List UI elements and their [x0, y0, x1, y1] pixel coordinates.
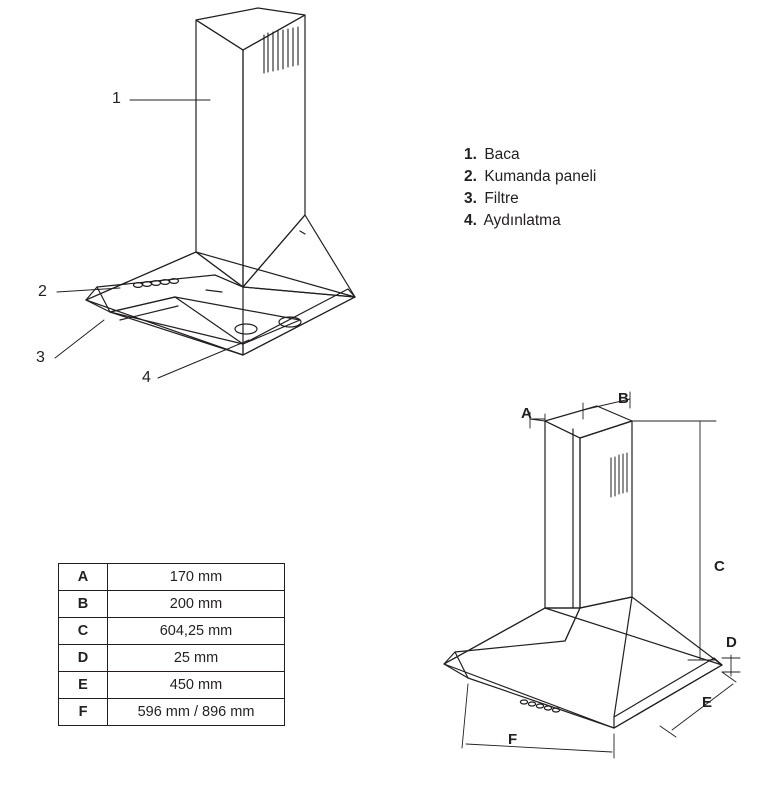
table-row	[59, 591, 285, 618]
table-row	[59, 564, 285, 591]
chimney-right-face	[243, 15, 305, 287]
dimension-label-d: D	[726, 634, 737, 651]
dim-chimney-left-face	[545, 421, 580, 608]
leader-3	[55, 320, 104, 358]
dim-canopy-right-top-edge	[580, 597, 722, 665]
legend-number-2: 2.	[464, 168, 477, 185]
chimney-top-face	[196, 8, 305, 50]
legend-label-3: Filtre	[484, 190, 519, 207]
table-cell-key: E	[59, 672, 108, 699]
chimney-vent-slots	[264, 27, 298, 73]
legend-item-2	[464, 166, 596, 188]
legend-label-2: Kumanda paneli	[484, 168, 597, 185]
legend-number-1: 1.	[464, 146, 477, 163]
filter-panel-right	[110, 297, 300, 344]
dim-canopy-lower-left	[455, 652, 614, 728]
table-cell-key: F	[59, 699, 108, 726]
canopy-left-slope	[86, 275, 243, 300]
filter-divider	[110, 297, 175, 312]
legend-item-3	[464, 188, 596, 210]
dimensions-table	[58, 563, 285, 726]
leader-2	[57, 288, 120, 292]
table-cell-value: 25 mm	[108, 645, 285, 672]
dim-canopy-left-top-edge	[444, 608, 545, 664]
legend-item-4	[464, 210, 596, 232]
chimney-left-face	[196, 20, 243, 287]
table-cell-key: D	[59, 645, 108, 672]
canopy-bottom-outline	[86, 252, 355, 355]
dim-canopy-base	[444, 608, 722, 728]
dim-canopy-left-slope	[444, 608, 580, 664]
dimension-label-e: E	[702, 694, 713, 711]
legend-number-4: 4.	[464, 212, 477, 229]
parts-legend	[464, 144, 596, 232]
dim-chimney-top	[545, 406, 632, 438]
table-cell-value: 200 mm	[108, 591, 285, 618]
table-cell-value: 604,25 mm	[108, 618, 285, 645]
callout-label-2: 2	[38, 283, 47, 300]
canopy-detail-mark	[300, 231, 305, 234]
hood-dimension-view	[444, 406, 722, 728]
legend-item-1	[464, 144, 596, 166]
dimension-lines	[462, 392, 740, 758]
dimension-label-f: F	[508, 731, 518, 748]
canopy-front-lower	[97, 287, 243, 355]
table-cell-value: 170 mm	[108, 564, 285, 591]
callout-label-1: 1	[112, 90, 121, 107]
dim-canopy-front-rim	[614, 658, 722, 728]
dimension-label-b: B	[618, 390, 629, 407]
table-cell-key: A	[59, 564, 108, 591]
table-cell-key: C	[59, 618, 108, 645]
dim-canopy-joint	[565, 608, 580, 641]
canopy-left-edge	[86, 252, 196, 300]
dim-chimney-right-face	[580, 421, 632, 608]
legend-label-1: Baca	[484, 146, 520, 163]
table-cell-value: 596 mm / 896 mm	[108, 699, 285, 726]
dimension-label-a: A	[521, 405, 532, 422]
leader-4	[158, 340, 249, 378]
filter-divider-2	[175, 297, 243, 344]
table-row	[59, 645, 285, 672]
table-row	[59, 672, 285, 699]
table-row	[59, 699, 285, 726]
callout-leader-lines	[55, 100, 249, 378]
legend-number-3: 3.	[464, 190, 477, 207]
filter-handle-right	[206, 290, 222, 292]
dim-canopy-right-fold	[614, 597, 632, 717]
table-cell-value: 450 mm	[108, 672, 285, 699]
dimension-label-c: C	[714, 558, 725, 575]
callout-label-4: 4	[142, 369, 151, 386]
canopy-right-slope-top	[243, 215, 305, 287]
canopy-front-rim	[243, 289, 355, 355]
callout-label-3: 3	[36, 349, 45, 366]
dim-control-panel-buttons	[520, 700, 559, 712]
table-row	[59, 618, 285, 645]
hood-perspective-view	[86, 8, 355, 355]
table-cell-key: B	[59, 591, 108, 618]
legend-label-4: Aydınlatma	[483, 212, 561, 229]
dim-chimney-vent	[611, 453, 627, 497]
